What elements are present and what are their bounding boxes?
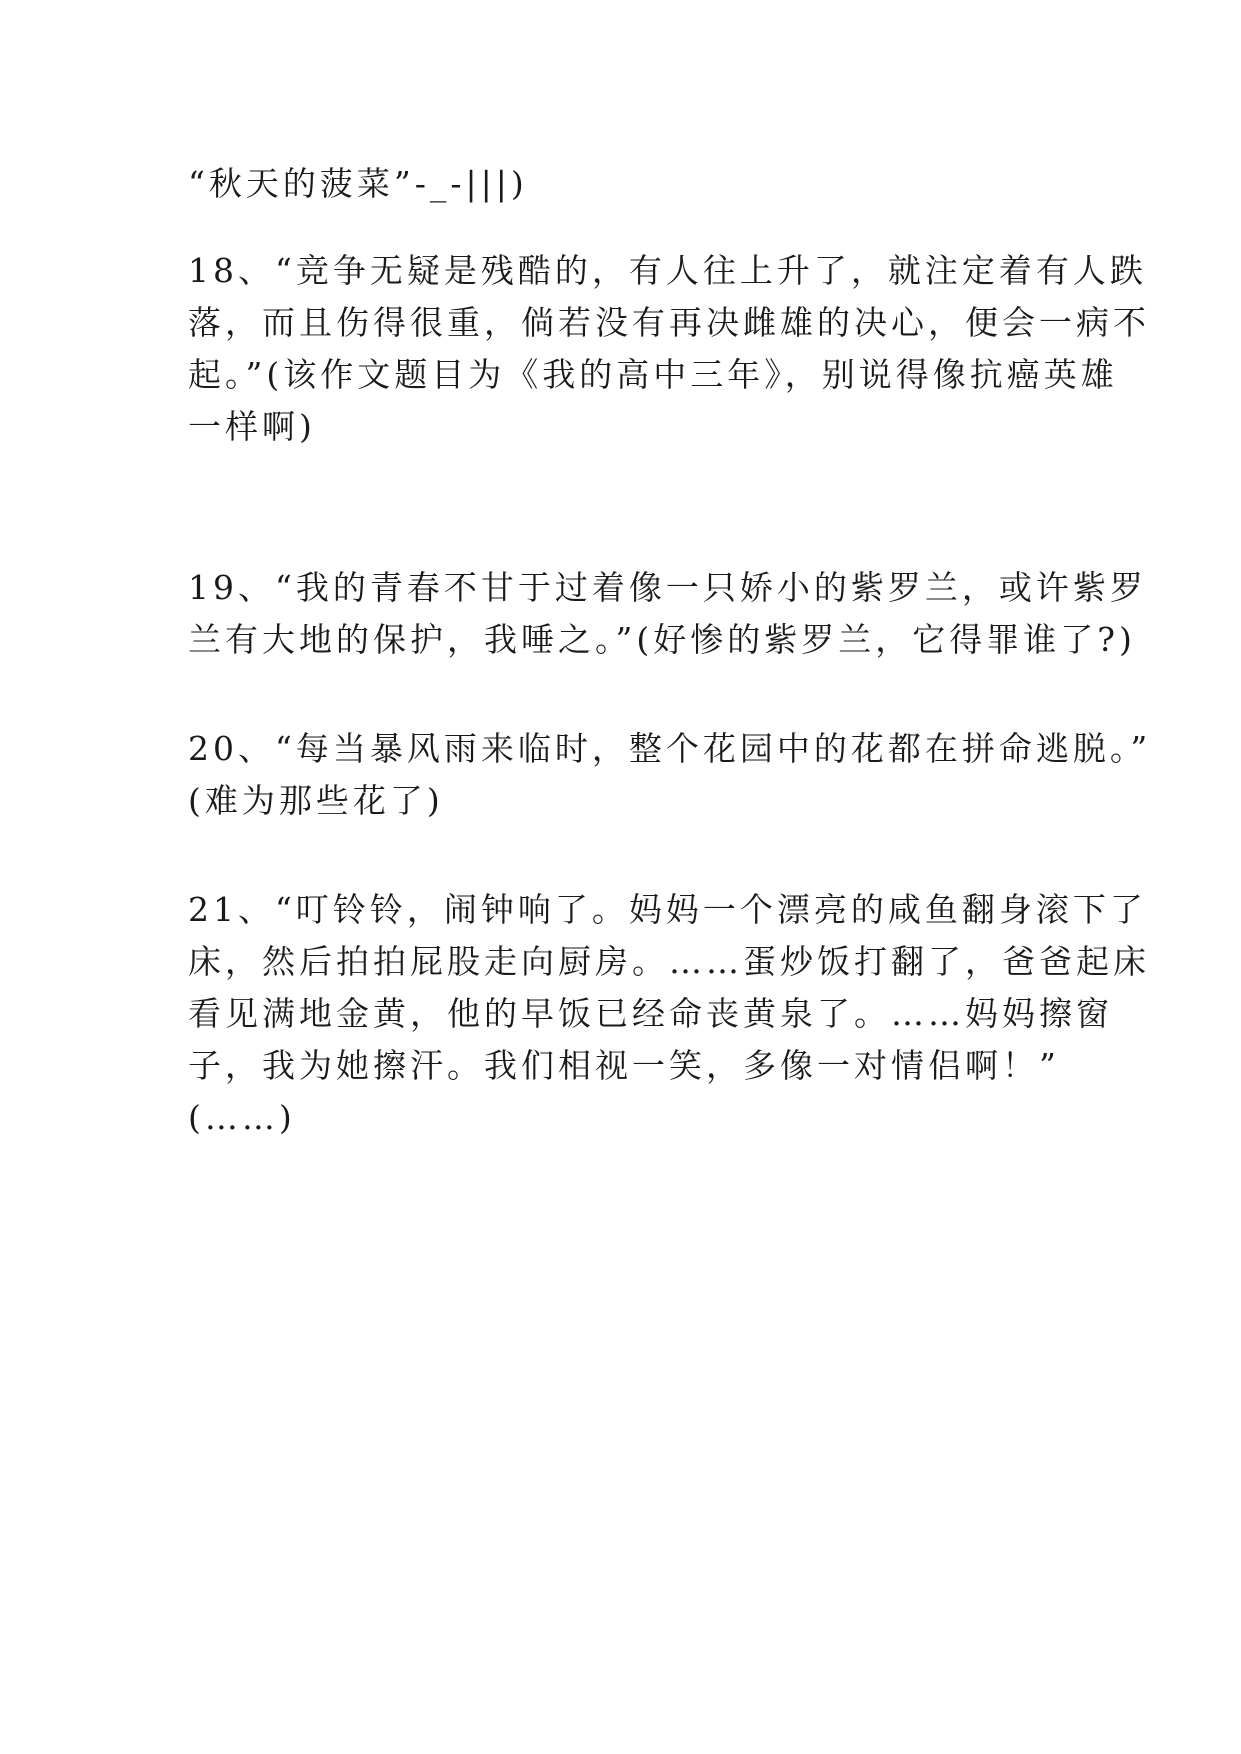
- paragraph-line: 一样啊): [188, 407, 316, 446]
- paragraph-line: 18、“竞争无疑是残酷的，有人往上升了，就注定着有人跌: [188, 251, 1147, 290]
- paragraph-line: 子，我为她擦汗。我们相视一笑，多像一对情侣啊！”: [188, 1046, 1060, 1085]
- paragraph-line: (难为那些花了): [188, 781, 444, 820]
- paragraph-line: 20、“每当暴风雨来临时，整个花园中的花都在拼命逃脱。”: [188, 729, 1152, 768]
- paragraph-line: 21、“叮铃铃，闹钟响了。妈妈一个漂亮的咸鱼翻身滚下了: [188, 890, 1147, 929]
- paragraph-line: “秋天的菠菜”-_-|||): [188, 164, 528, 203]
- paragraph-line: 19、“我的青春不甘于过着像一只娇小的紫罗兰，或许紫罗: [188, 568, 1147, 607]
- paragraph-line: 兰有大地的保护，我唾之。”(好惨的紫罗兰，它得罪谁了?): [188, 620, 1136, 659]
- paragraph-line: 看见满地金黄，他的早饭已经命丧黄泉了。……妈妈擦窗: [188, 994, 1113, 1033]
- paragraph-line: (……): [188, 1098, 296, 1137]
- paragraph-line: 落，而且伤得很重，倘若没有再决雌雄的决心，便会一病不: [188, 303, 1150, 342]
- paragraph-line: 起。”(该作文题目为《我的高中三年》，别说得像抗癌英雄: [188, 355, 1118, 394]
- paragraph-line: 床，然后拍拍屁股走向厨房。……蛋炒饭打翻了，爸爸起床: [188, 942, 1150, 981]
